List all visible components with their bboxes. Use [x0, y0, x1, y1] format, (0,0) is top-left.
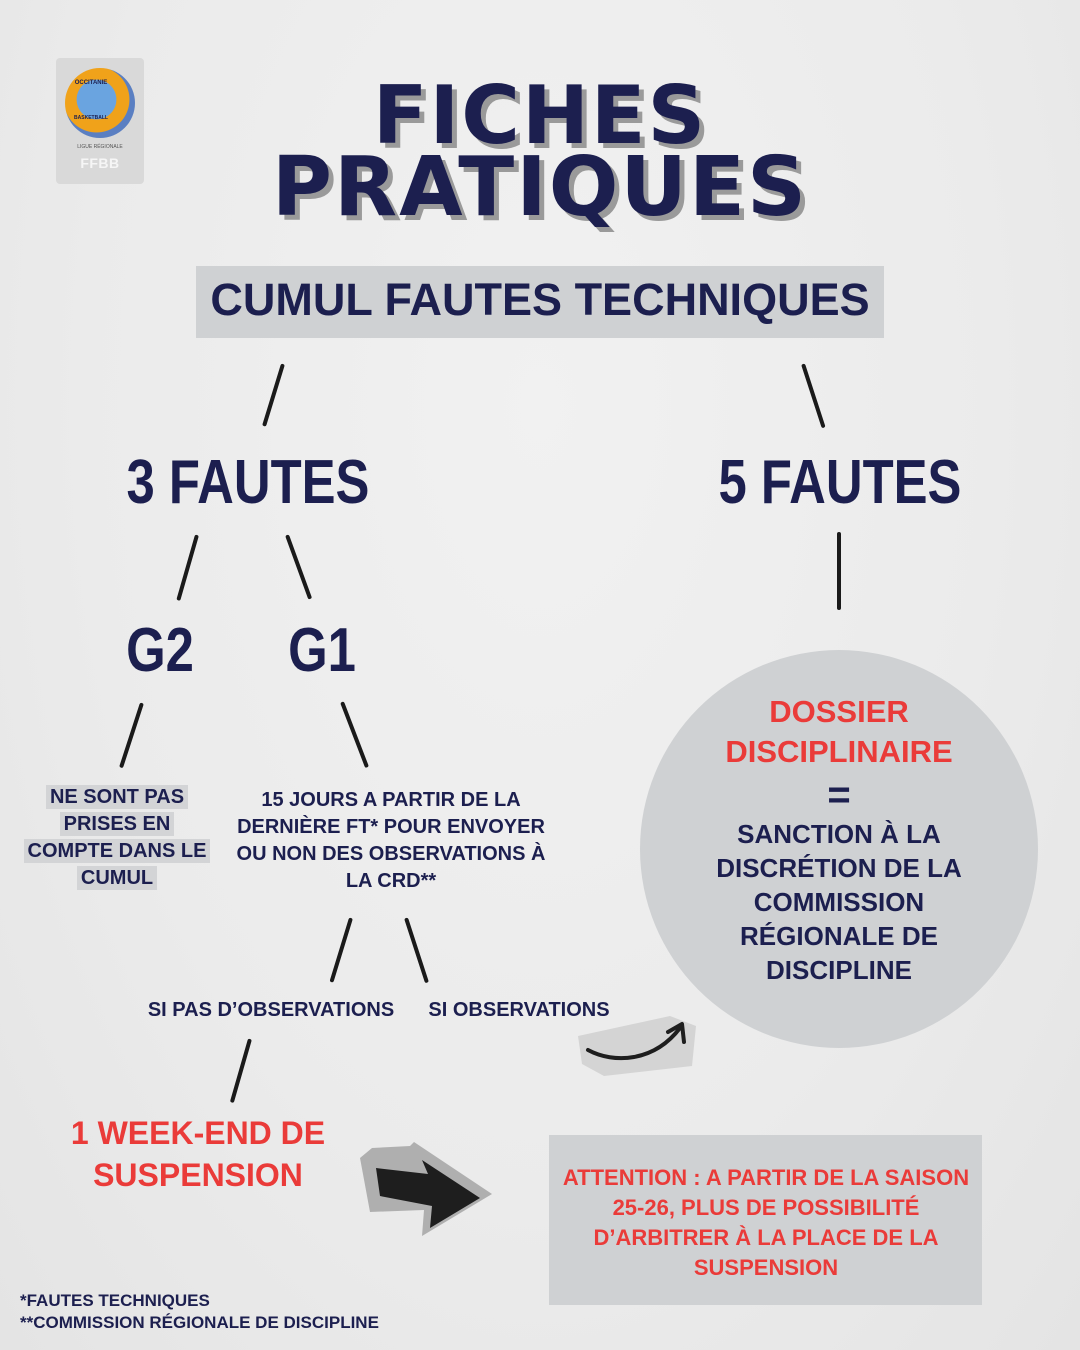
- suspension-text: 1 WEEK-END DE SUSPENSION: [70, 1115, 326, 1193]
- logo-badge-title: OCCITANIE: [74, 80, 108, 86]
- page-title-line2: PRATIQUES: [271, 140, 809, 235]
- footnote-ft: *FAUTES TECHNIQUES: [20, 1291, 210, 1310]
- curved-arrow-icon: [574, 1006, 700, 1078]
- observations-label: SI OBSERVATIONS: [428, 999, 610, 1021]
- page-title-line1: FICHES: [372, 69, 708, 162]
- logo-ligue: LIGUE RÉGIONALE: [77, 144, 123, 150]
- connector-note-to-obs: [404, 917, 429, 983]
- equals-sign: =: [827, 773, 851, 817]
- connector-subtitle-to-3: [262, 363, 285, 426]
- arrow-right-icon: [352, 1140, 502, 1240]
- connector-no-obs-to-suspension: [230, 1038, 252, 1103]
- connector-3-to-g1: [285, 534, 312, 599]
- heading-g2: G2: [126, 616, 194, 685]
- logo-ffbb: FFBB: [80, 155, 120, 171]
- connector-5-to-dossier: [837, 532, 841, 610]
- sanction-text: SANCTION À LA DISCRÉTION DE LA COMMISSION RÉGIONALE DE DISCIPLINE: [716, 819, 962, 985]
- footnote-crd: **COMMISSION RÉGIONALE DE DISCIPLINE: [20, 1313, 379, 1332]
- g2-note-text: NE SONT PAS PRISES EN COMPTE DANS LE CUMUL: [24, 785, 211, 890]
- heading-5-fautes: 5 FAUTES: [718, 448, 962, 517]
- logo-badge-sub: BASKETBALL: [74, 115, 108, 121]
- connector-subtitle-to-5: [801, 363, 826, 428]
- connector-g1-to-note: [340, 701, 369, 768]
- subtitle: CUMUL FAUTES TECHNIQUES: [210, 274, 870, 325]
- no-observations-label: SI PAS D’OBSERVATIONS: [147, 999, 395, 1021]
- connector-3-to-g2: [176, 534, 199, 600]
- heading-g1: G1: [288, 616, 356, 685]
- connector-g2-to-note: [119, 702, 144, 768]
- g1-note: 15 JOURS A PARTIR DE LA DERNIÈRE FT* POUR ENVOYER OU NON DES OBSERVATIONS À LA CRD**: [236, 789, 546, 892]
- g2-note: [20, 784, 214, 892]
- heading-3-fautes: 3 FAUTES: [126, 448, 370, 517]
- dossier-title: DOSSIER DISCIPLINAIRE: [725, 694, 953, 769]
- attention-text: ATTENTION : A PARTIR DE LA SAISON 25-26, PLUS DE POSSIBILITÉ D’ARBITRER À LA PLACE DE LA SUSPENSION: [562, 1165, 970, 1280]
- connector-note-to-no-obs: [329, 917, 352, 982]
